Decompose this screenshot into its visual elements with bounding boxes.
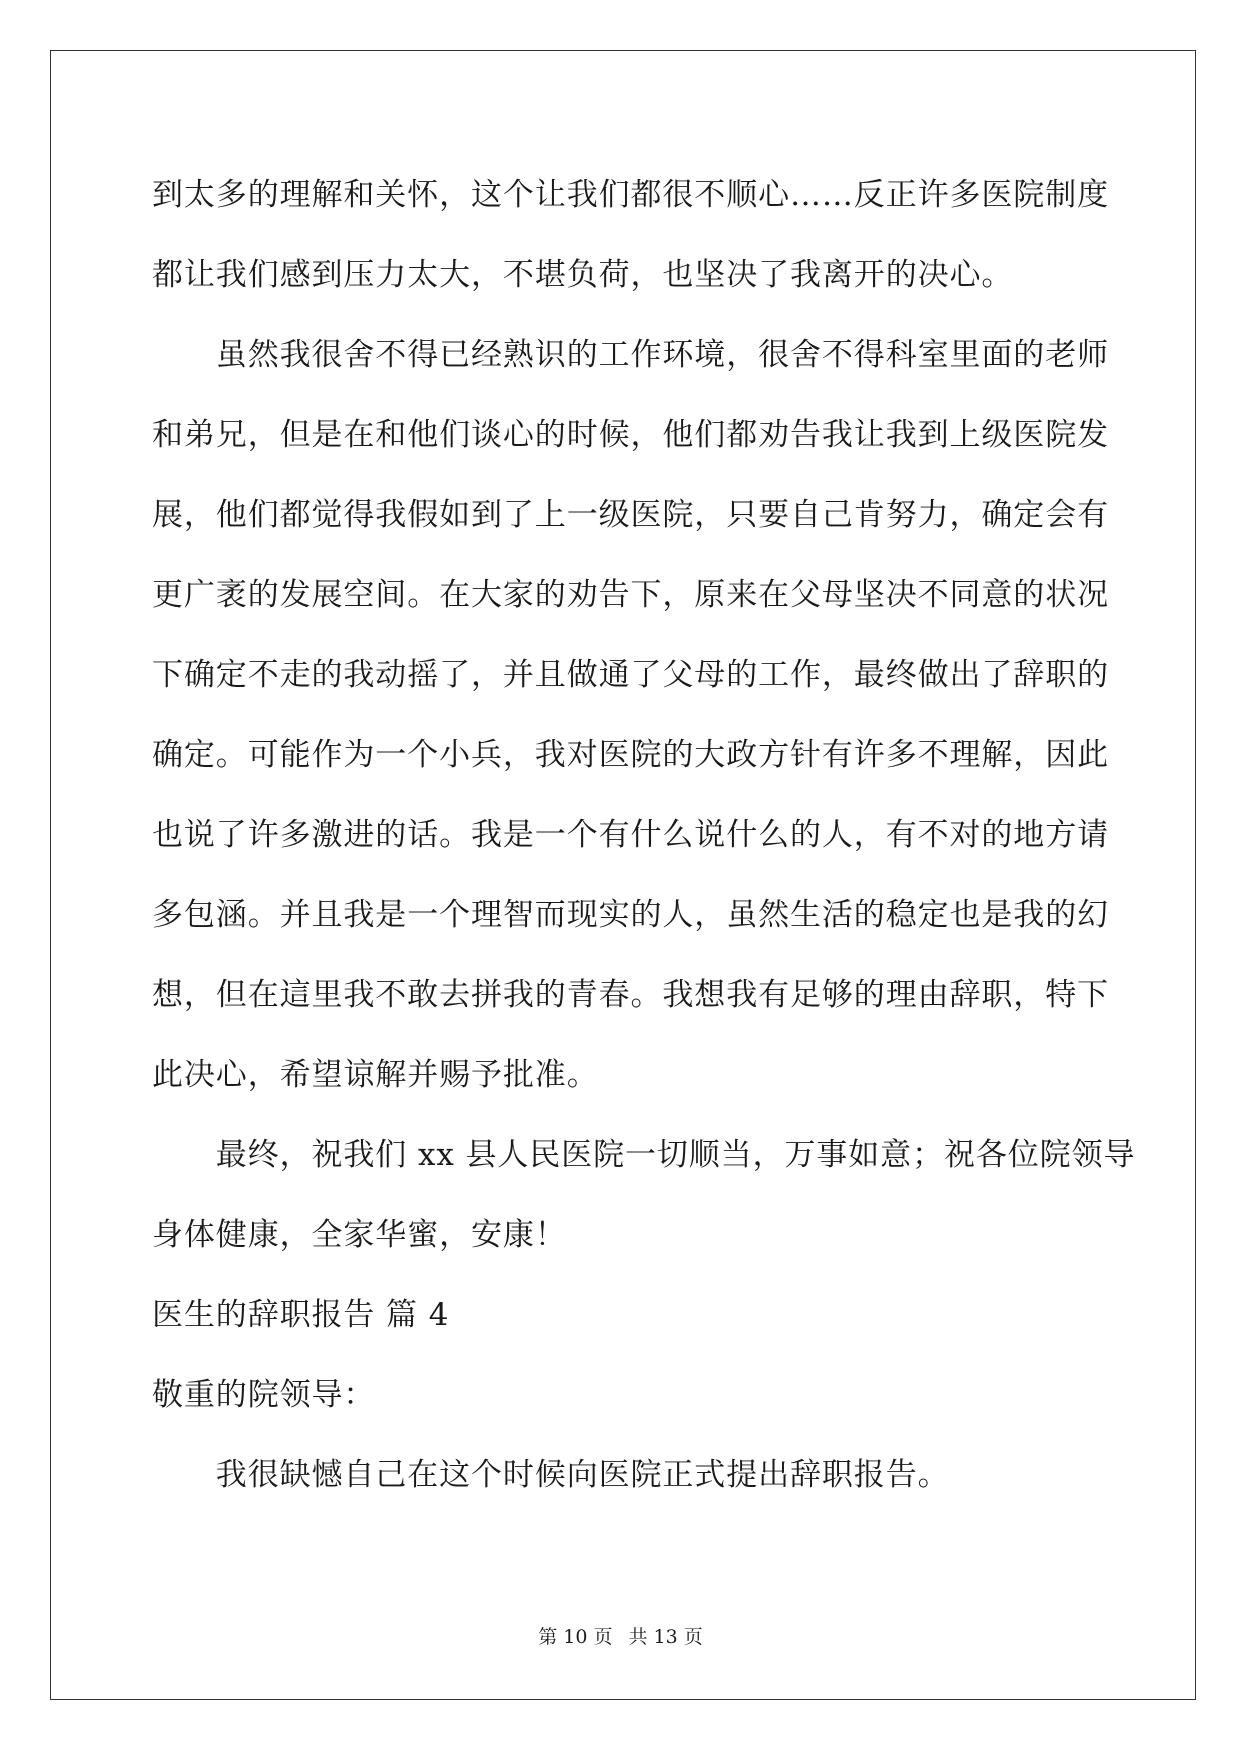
text-line: 最终，祝我们 xx 县人民医院一切顺当，万事如意；祝各位院领导: [152, 1137, 1136, 1173]
text-line: 身体健康，全家华蜜，安康！: [152, 1217, 567, 1253]
section-heading: 医生的辞职报告 篇 4: [152, 1297, 450, 1333]
text-line: 展，他们都觉得我假如到了上一级医院，只要自己肯努力，确定会有: [152, 497, 1109, 533]
text-line: 想，但在這里我不敢去拼我的青春。我想我有足够的理由辞职，特下: [152, 977, 1109, 1013]
text-line: 虽然我很舍不得已经熟识的工作环境，很舍不得科室里面的老师: [152, 337, 1109, 373]
page-number: 第 10 页: [538, 1626, 613, 1648]
page-total: 共 13 页: [628, 1626, 703, 1648]
text-line: 此决心，希望谅解并赐予批准。: [152, 1057, 599, 1093]
text-line: 更广袤的发展空间。在大家的劝告下，原来在父母坚决不同意的状况: [152, 577, 1109, 613]
salutation: 敬重的院领导：: [152, 1377, 376, 1413]
text-line: 我很缺憾自己在这个时候向医院正式提出辞职报告。: [152, 1457, 950, 1493]
text-line: 多包涵。并且我是一个理智而现实的人，虽然生活的稳定也是我的幻: [152, 897, 1109, 933]
text-line: 到太多的理解和关怀，这个让我们都很不顺心……反正许多医院制度: [152, 177, 1109, 213]
document-body: [152, 155, 1136, 1515]
text-line: 也说了许多激进的话。我是一个有什么说什么的人，有不对的地方请: [152, 817, 1109, 853]
page-footer: [0, 1625, 1241, 1649]
text-line: 和弟兄，但是在和他们谈心的时候，他们都劝告我让我到上级医院发: [152, 417, 1109, 453]
text-line: 下确定不走的我动摇了，并且做通了父母的工作，最终做出了辞职的: [152, 657, 1109, 693]
text-line: 确定。可能作为一个小兵，我对医院的大政方针有许多不理解，因此: [152, 737, 1109, 773]
text-line: 都让我们感到压力太大，不堪负荷，也坚决了我离开的决心。: [152, 257, 1014, 293]
